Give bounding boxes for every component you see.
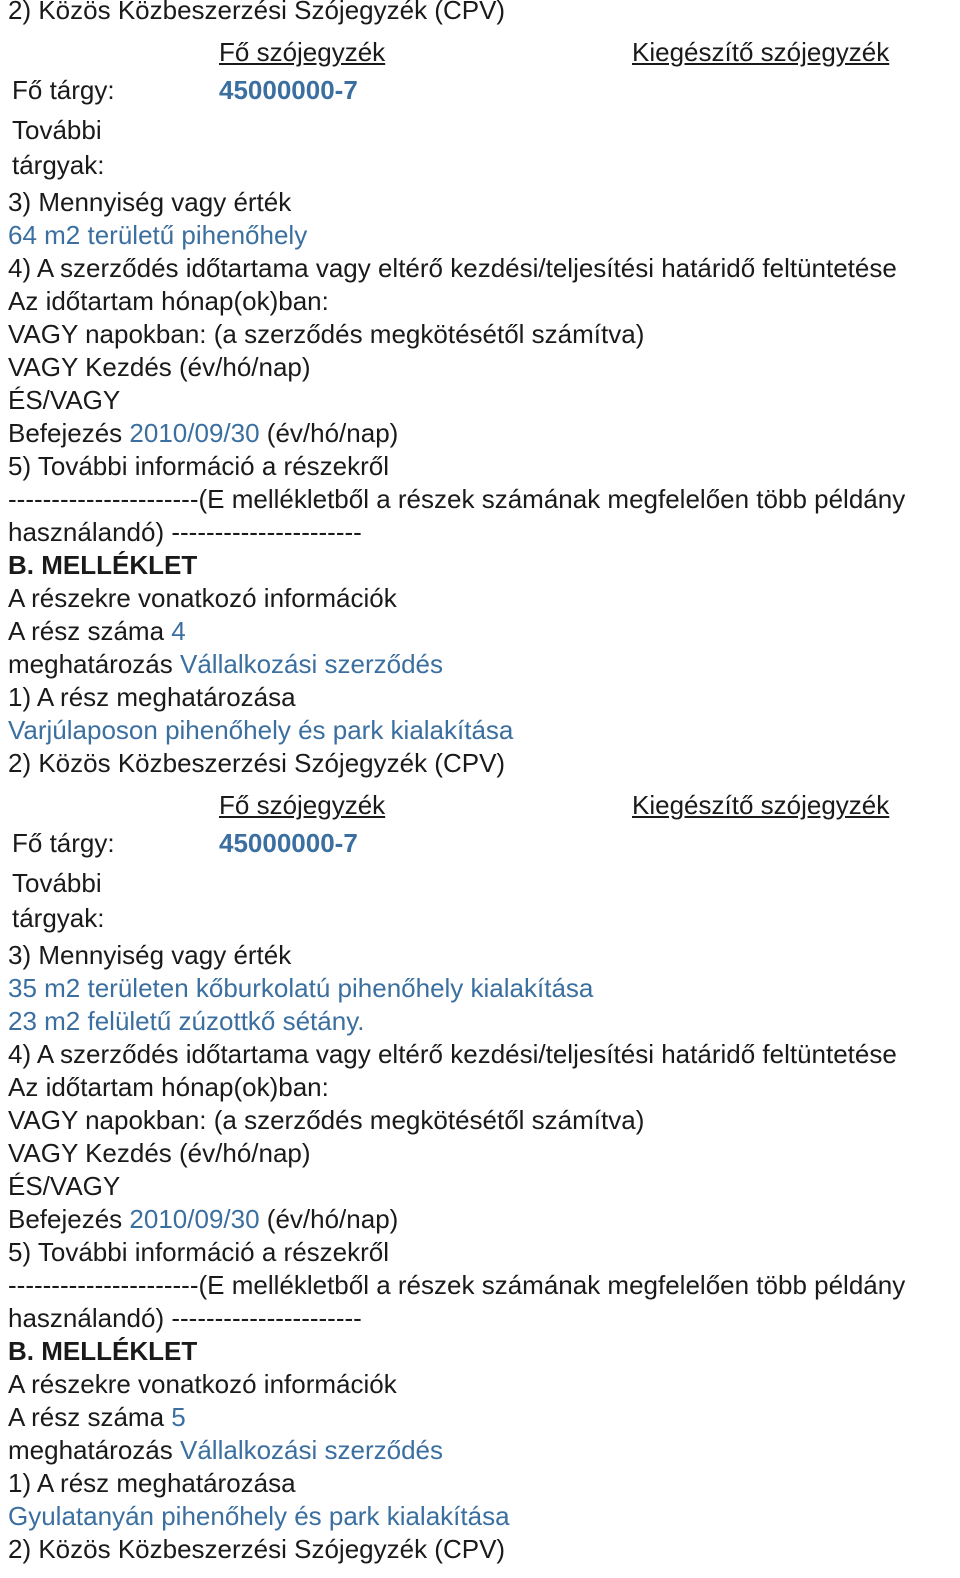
part-number-row <box>8 1401 958 1434</box>
end-date-value: 2010/09/30 <box>129 1204 260 1234</box>
end-date-format: (év/hó/nap) <box>266 1204 399 1234</box>
part-title-value: Varjúlaposon pihenőhely és park kialakítása <box>8 715 514 745</box>
cpv-other-row <box>8 864 958 939</box>
duration-section-title: 4) A szerződés időtartama vagy eltérő kezdési/teljesítési határidő feltüntetése <box>8 253 897 283</box>
quantity-value: 64 m2 területű pihenőhely <box>8 220 308 250</box>
separator-line-1: ----------------------(E mellékletből a részek számának megfelelően több példány <box>8 1270 906 1300</box>
cpv-vocab-header <box>8 27 958 69</box>
designation-row <box>8 1434 958 1467</box>
additional-info-title: 5) További információ a részekről <box>8 451 390 481</box>
quantity-value-2: 23 m2 felületű zúzottkő sétány. <box>8 1006 365 1036</box>
designation-label: meghatározás <box>8 649 173 679</box>
document-body <box>8 0 958 1566</box>
annex-title: B. MELLÉKLET <box>8 1336 198 1366</box>
part-number-value: 5 <box>171 1402 186 1432</box>
separator-line-2: használandó) ---------------------- <box>8 517 362 547</box>
part-definition-title: 1) A rész meghatározása <box>8 1468 296 1498</box>
additional-info-title: 5) További információ a részekről <box>8 1237 390 1267</box>
duration-section-title: 4) A szerződés időtartama vagy eltérő kezdési/teljesítési határidő feltüntetése <box>8 1039 897 1069</box>
annex-subtitle: A részekre vonatkozó információk <box>8 1369 397 1399</box>
part-number-label: A rész száma <box>8 1402 165 1432</box>
separator-line-2: használandó) ---------------------- <box>8 1303 362 1333</box>
end-date-row <box>8 417 958 450</box>
duration-days-label: VAGY napokban: (a szerződés megkötésétől számítva) <box>8 1105 645 1135</box>
other-objects-label: További tárgyak: <box>12 868 105 933</box>
annex-subtitle: A részekre vonatkozó információk <box>8 583 397 613</box>
end-date-label: Befejezés <box>8 418 123 448</box>
supp-vocab-heading: Kiegészítő szójegyzék <box>632 37 890 67</box>
part-number-row <box>8 615 958 648</box>
cpv-vocab-header <box>8 780 958 822</box>
end-date-format: (év/hó/nap) <box>266 418 399 448</box>
cpv-main-row <box>8 822 958 864</box>
part-title-value: Gyulatanyán pihenőhely és park kialakítása <box>8 1501 510 1531</box>
and-or-label: ÉS/VAGY <box>8 1171 121 1201</box>
duration-months-label: Az időtartam hónap(ok)ban: <box>8 1072 329 1102</box>
end-date-row <box>8 1203 958 1236</box>
quantity-section-title: 3) Mennyiség vagy érték <box>8 187 292 217</box>
designation-label: meghatározás <box>8 1435 173 1465</box>
start-date-label: VAGY Kezdés (év/hó/nap) <box>8 352 311 382</box>
and-or-label: ÉS/VAGY <box>8 385 121 415</box>
cpv-section-title: 2) Közös Közbeszerzési Szójegyzék (CPV) <box>8 748 506 778</box>
duration-days-label: VAGY napokban: (a szerződés megkötésétől számítva) <box>8 319 645 349</box>
part-number-value: 4 <box>171 616 186 646</box>
start-date-label: VAGY Kezdés (év/hó/nap) <box>8 1138 311 1168</box>
end-date-value: 2010/09/30 <box>129 418 260 448</box>
part-definition-title: 1) A rész meghatározása <box>8 682 296 712</box>
end-date-label: Befejezés <box>8 1204 123 1234</box>
designation-value: Vállalkozási szerződés <box>180 649 444 679</box>
cpv-section-title: 2) Közös Közbeszerzési Szójegyzék (CPV) <box>8 1534 506 1564</box>
main-vocab-heading: Fő szójegyzék <box>219 790 386 820</box>
duration-months-label: Az időtartam hónap(ok)ban: <box>8 286 329 316</box>
main-object-label: Fő tárgy: <box>12 75 115 105</box>
designation-row <box>8 648 958 681</box>
supp-vocab-heading: Kiegészítő szójegyzék <box>632 790 890 820</box>
cpv-section-title: 2) Közös Közbeszerzési Szójegyzék (CPV) <box>8 0 506 25</box>
separator-line-1: ----------------------(E mellékletből a részek számának megfelelően több példány <box>8 484 906 514</box>
cpv-main-row <box>8 69 958 111</box>
designation-value: Vállalkozási szerződés <box>180 1435 444 1465</box>
main-object-label: Fő tárgy: <box>12 828 115 858</box>
cpv-other-row <box>8 111 958 186</box>
main-vocab-heading: Fő szójegyzék <box>219 37 386 67</box>
quantity-section-title: 3) Mennyiség vagy érték <box>8 940 292 970</box>
part-number-label: A rész száma <box>8 616 165 646</box>
other-objects-label: További tárgyak: <box>12 115 105 180</box>
annex-title: B. MELLÉKLET <box>8 550 198 580</box>
cpv-code: 45000000-7 <box>219 75 358 105</box>
cpv-code: 45000000-7 <box>219 828 358 858</box>
quantity-value-1: 35 m2 területen kőburkolatú pihenőhely kialakítása <box>8 973 594 1003</box>
